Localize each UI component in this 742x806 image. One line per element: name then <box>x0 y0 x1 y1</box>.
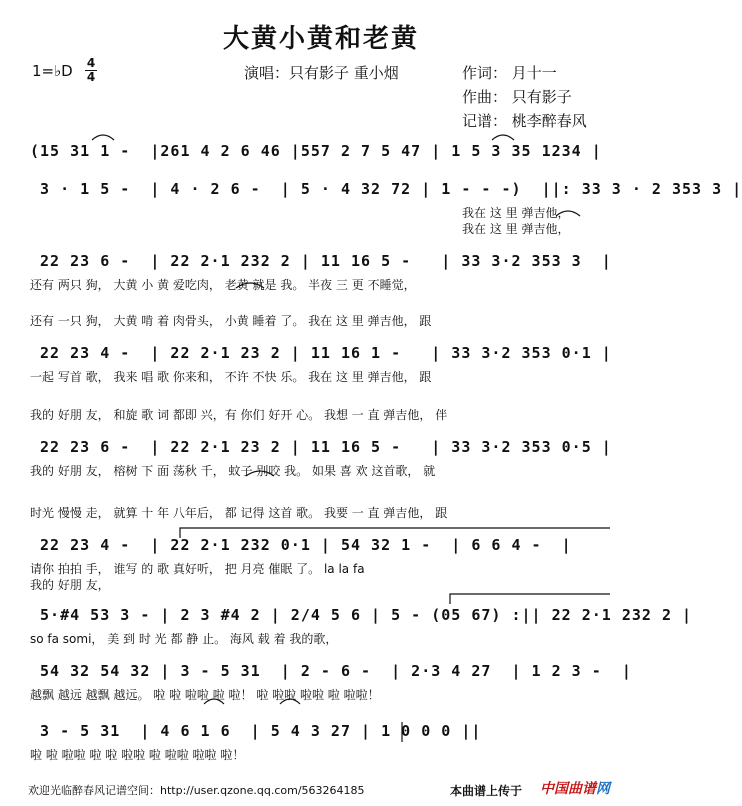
lyric-row-6-verse-1: 请你 拍拍 手， 谁写 的 歌 真好听， 把 月亮 催眠 了。 la la fa <box>30 562 365 576</box>
footer-text: 欢迎光临醉春风记谱空间：http://user.qzone.qq.com/563264185 <box>28 784 365 797</box>
credit-composer: 作曲： 只有影子 <box>462 88 572 106</box>
lyric-row-6-verse-2: 我的 好朋 友， <box>30 578 110 592</box>
time-signature <box>85 58 97 83</box>
site-logo-net: 网 <box>596 781 610 797</box>
lyric-row-3-verse-2: 还有 一只 狗， 大黄 啃 着 肉骨头， 小黄 睡着 了。 我在 这 里 弹吉他， 跟 <box>30 314 432 328</box>
score-row-9: 3 - 5 31 | 4 6 1 6 | 5 4 3 27 | 1 0 0 0 || <box>30 722 482 740</box>
site-logo <box>540 778 610 798</box>
time-signature-bottom: 4 <box>86 70 96 84</box>
song-title: 大黄小黄和老黄 <box>222 24 419 54</box>
site-logo-main: 中国曲谱 <box>540 781 596 797</box>
score-row-2: 3 · 1 5 - | 4 · 2 6 - | 5 · 4 32 72 | 1 - - -) ||: 33 3 · 2 353 3 | <box>30 180 742 198</box>
lyric-row-9-verse-1: 啦 啦 啦啦 啦 啦 啦啦 啦 啦啦 啦啦 啦！ <box>30 748 245 762</box>
lyric-row-5-verse-2: 时光 慢慢 走， 就算 十 年 八年后， 都 记得 这首 歌。 我要 一 直 弹吉他， 跟 <box>30 506 448 520</box>
lyric-row-4-verse-2: 我的 好朋 友， 和旋 歌 词 都即 兴，有 你们 好开 心。 我想 一 直 弹吉他， 伴 <box>30 408 448 422</box>
lyric-row-2-verse-1: 我在 这 里 弹吉他， <box>462 206 570 220</box>
lyric-row-3-verse-1: 还有 两只 狗， 大黄 小 黄 爱吃肉， 老黄 就是 我。 半夜 三 更 不睡觉， <box>30 278 416 292</box>
lyric-row-8-verse-1: 越飘 越远 越飘 越远。 啦 啦 啦啦 啦 啦！ 啦 啦啦 啦啦 啦 啦啦！ <box>30 688 380 702</box>
upload-text: 本曲谱上传于 <box>450 784 523 798</box>
lyric-row-5-verse-1: 我的 好朋 友， 榕树 下 面 荡秋 千， 蚊子 别咬 我。 如果 喜 欢 这首歌， 就 <box>30 464 436 478</box>
slur <box>492 135 514 140</box>
lyric-row-4-verse-1: 一起 写首 歌， 我来 唱 歌 你来和， 不许 不快 乐。 我在 这 里 弹吉他， 跟 <box>30 370 432 384</box>
time-signature-top: 4 <box>86 56 96 70</box>
score-row-6: 22 23 4 - | 22 2·1 232 0·1 | 54 32 1 - | 6 6 4 - | <box>30 536 572 554</box>
key-signature: 1=♭D <box>32 62 73 80</box>
lyric-row-7-verse-1: so fa somi， 美 到 时 光 都 静 止。 海风 载 着 我的歌， <box>30 632 338 646</box>
score-row-7: 5·#4 53 3 - | 2 3 #4 2 | 2/4 5 6 | 5 - (05 67) :|| 22 2·1 232 2 | <box>30 606 693 624</box>
volta <box>450 594 610 604</box>
score-row-8: 54 32 54 32 | 3 - 5 31 | 2 - 6 - | 2·3 4 27 | 1 2 3 - | <box>30 662 632 680</box>
lyric-row-2-verse-2: 我在 这 里 弹吉他， <box>462 222 570 236</box>
score-row-3: 22 23 6 - | 22 2·1 232 2 | 11 16 5 - | 33 3·2 353 3 | <box>30 252 612 270</box>
score-row-5: 22 23 6 - | 22 2·1 23 2 | 11 16 5 - | 33 3·2 353 0·5 | <box>30 438 612 456</box>
slur <box>92 135 114 140</box>
credit-lyricist: 作词： 月十一 <box>462 64 557 82</box>
score-row-1: (15 31 1 - |261 4 2 6 46 |557 2 7 5 47 | 1 5 3 35 1234 | <box>30 142 602 160</box>
score-row-4: 22 23 4 - | 22 2·1 23 2 | 11 16 1 - | 33 3·2 353 0·1 | <box>30 344 612 362</box>
credit-singers: 演唱：只有影子 重小烟 <box>244 64 399 82</box>
credit-transcriber: 记谱： 桃李醉春风 <box>462 112 587 130</box>
